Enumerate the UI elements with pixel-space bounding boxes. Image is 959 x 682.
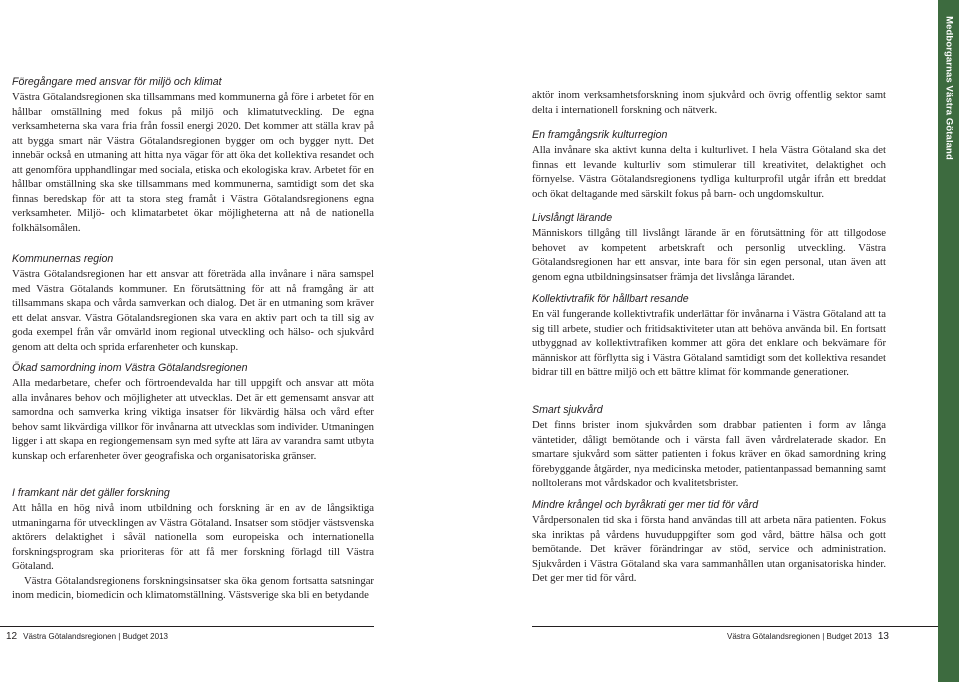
section-heading: Föregångare med ansvar för miljö och klimat: [12, 76, 222, 88]
section-paragraph: Vårdpersonalen tid ska i första hand användas till att arbeta nära patienten. Fokus ska inriktas på vårdens huvuduppgifter som god vård, bättre hälsa och gott bemötande. Det kräver förändringar av stöd, service och administration. Sjukvården i Västra Götaland ska vara sammanhållen utan organisatoriska hinder. Det ger mer tid för vård.: [532, 514, 886, 584]
footer-left-text: Västra Götalandsregionen | Budget 2013: [23, 632, 168, 641]
section-paragraph: Att hålla en hög nivå inom utbildning och forskning är en av de långsiktiga utmaningarna för utvecklingen av Västra Götaland. Insatser som stödjer västsvenska aktörers delaktighet i såväl nationella som europeiska och internationella forskningsprogram ska prioriteras för att få mer forskning förlagd till Västra Götaland.: [12, 502, 374, 572]
page-number-right: 13: [877, 631, 889, 642]
sidebar-band: [938, 0, 959, 682]
sidebar-label: Medborgarnas Västra Götaland: [943, 16, 954, 160]
footer-left: [0, 631, 168, 643]
section-heading: I framkant när det gäller forskning: [12, 487, 170, 499]
section-heading: Kollektivtrafik för hållbart resande: [532, 293, 689, 305]
section-kollektivtrafik: [532, 292, 886, 380]
page-number-left: 12: [6, 631, 18, 642]
section-heading: Smart sjukvård: [532, 404, 603, 416]
section-forskning: [12, 486, 374, 603]
section-paragraph: Människors tillgång till livslångt lärande är en förutsättning för att tillgodose behovet av kompetent arbetskraft och personlig utveckling. Västra Götalandsregionen har ett ansvar, inte bara för sin egen personal, utan även att genom egna utbildningsinsatser främja det livslånga lärandet.: [532, 227, 886, 283]
section-heading: En framgångsrik kulturregion: [532, 129, 668, 141]
footer-right: [727, 631, 895, 643]
section-livslangt-larande: [532, 211, 886, 284]
section-mindre-krangel: [532, 498, 886, 586]
section-heading: Mindre krångel och byråkrati ger mer tid för vård: [532, 499, 759, 511]
section-paragraph: Västra Götalandsregionen har ett ansvar att företräda alla invånare i nära samspel med Västra Götalands kommuner. En förutsättning för att nå framgång är att tillsammans skapa och vårda samverkan och dialog. Det är en utmaning som kräver ett delat ansvar. Västra Götalandsregionen ska vara en aktiv part och ta till sig av goda exempel från vår omvärld inom regional utveckling och hälso- och sjukvård genom att delta och sprida erfarenheter och kunskap.: [12, 268, 374, 353]
section-smart-sjukvard: [532, 403, 886, 491]
section-paragraph: Västra Götalandsregionens forskningsinsatser ska öka genom fortsatta satsningar inom medicin, biomedicin och klimatomställning. Västsverige ska bli en betydande: [12, 574, 374, 601]
section-okad-samordning: [12, 361, 374, 463]
section-paragraph: Det finns brister inom sjukvården som drabbar patienten i form av långa väntetider, dåligt bemötande och i värsta fall även vårdrelaterade skador. En smartare sjukvård som sätter patienten i fokus kräver en ökad samordning kring förebyggande åtgärder, nya medicinska metoder, patientanpassad bemanning samt nolltolerans mot vårdskador och kvalitetsbrister.: [532, 419, 886, 489]
footer-rule-left: [0, 626, 374, 627]
footer-rule-right: [532, 626, 938, 627]
section-miljo-klimat: [12, 75, 374, 235]
footer-right-text: Västra Götalandsregionen | Budget 2013: [727, 632, 872, 641]
section-heading: Livslångt lärande: [532, 212, 613, 224]
section-paragraph: aktör inom verksamhetsforskning inom sjukvård och övrig offentlig sektor samt delta i internationell forskning och nätverk.: [532, 89, 886, 116]
section-heading: Kommunernas region: [12, 253, 114, 265]
section-kommunernas-region: [12, 252, 374, 354]
section-paragraph: Alla medarbetare, chefer och förtroendevalda har till uppgift och ansvar att möta alla invånares behov och möjligheter att utvecklas. Det är ett gemensamt ansvar att samordna och samverka kring viktiga insatser för likvärdig hälsa och vård efter behov samt likvärdiga villkor för invånarna att utvecklas som individer. Utmaningen ligger i att skapa en regiongemensam syn med syfte att lära av varandra samt utbyta kunskap och erfarenheter över geografiska och organisatoriska gränser.: [12, 377, 374, 462]
section-heading: Ökad samordning inom Västra Götalandsregionen: [12, 362, 248, 374]
section-paragraph: Västra Götalandsregionen ska tillsammans med kommunerna gå före i arbetet för en hållbar omställning med fokus på miljö och klimatutveckling. De egna verksamheterna ska vara fria från fossil energi 2020. Det kommer att ställa krav på att bygga smart när Västra Götalandsregionen bygger om och bygger nytt. Det innebär också en utmaning att hitta nya vägar för att öka det kollektiva resandet och att genomföra upphandlingar med sociala, etiska och ekologiska krav. Arbetet för en hållbar omställning ska ske tillsammans med kommunerna, samtidigt som det ska finnas beredskap för att ta stora steg framåt i Västra Götalandsregionens egna verksamheter. Miljö- och klimatarbetet ökar möjligheterna att nå de nationella folkhälsomålen.: [12, 91, 374, 234]
section-paragraph: Alla invånare ska aktivt kunna delta i kulturlivet. I hela Västra Götaland ska det finnas ett levande kulturliv som stimulerar till kreativitet, delaktighet och förnyelse. Västra Götalandsregionens tydliga kulturprofil utgår ifrån ett breddat och ökat deltagande med särskilt fokus på barn- och ungdomskultur.: [532, 144, 886, 200]
section-continuation: [532, 88, 886, 117]
section-kulturregion: [532, 128, 886, 201]
section-paragraph: En väl fungerande kollektivtrafik underlättar för invånarna i Västra Götaland att ta sig till arbete, studier och fritidsaktiviteter utan att behöva använda bil. En fortsatt utbyggnad av kollektivtrafiken kommer att göra det enklare och bekvämare för människor att förflytta sig i Västra Götaland samtidigt som det kollektiva resandet bidrar till en bättre miljö och ett bättre klimat för kommande generationer.: [532, 308, 886, 378]
